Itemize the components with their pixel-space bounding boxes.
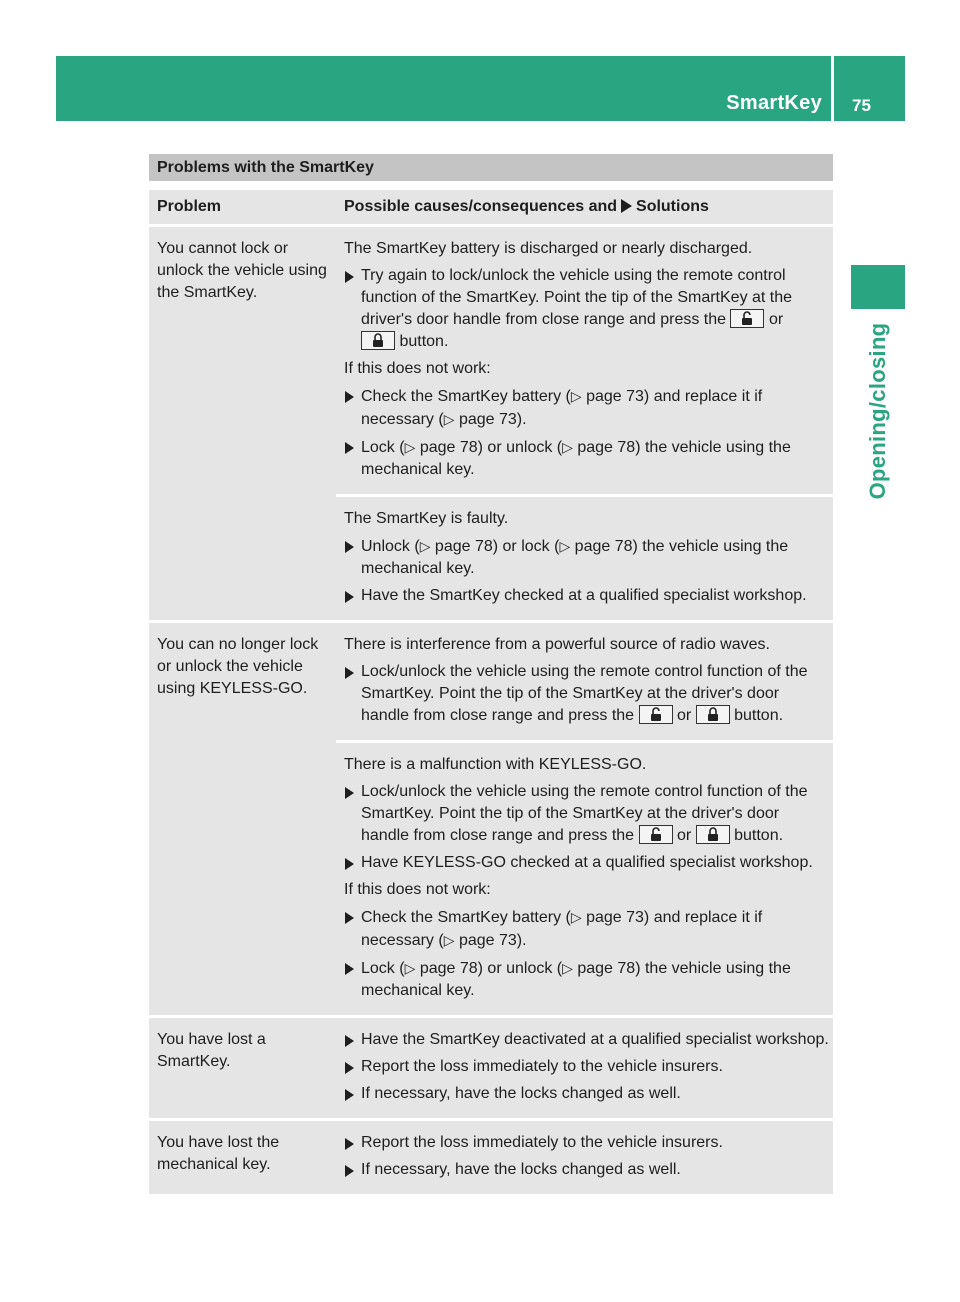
side-tab-marker xyxy=(851,265,905,309)
column-header-solutions-label: Solutions xyxy=(636,198,709,215)
instruction-step: Have the SmartKey deactivated at a qualified specialist workshop. xyxy=(344,1029,829,1051)
cause-text: There is interference from a powerful source of radio waves. xyxy=(344,636,770,653)
page-reference-arrow-icon: ▷ xyxy=(443,411,455,427)
page-reference-arrow-icon: ▷ xyxy=(404,960,416,976)
problem-cell: You have lost a SmartKey. xyxy=(149,1018,336,1118)
table-row xyxy=(149,227,833,620)
problem-cell: You can no longer lock or unlock the vehicle using KEYLESS-GO. xyxy=(149,623,336,1015)
page-reference-arrow-icon: ▷ xyxy=(559,538,571,554)
instruction-step: Lock (▷ page 78) or unlock (▷ page 78) the vehicle using the mechanical key. xyxy=(344,957,829,1002)
lock-button-icon xyxy=(696,825,730,844)
instruction-step: Check the SmartKey battery (▷ page 73) and replace it if necessary (▷ page 73). xyxy=(344,385,829,431)
instruction-step: Have KEYLESS-GO checked at a qualified specialist workshop. xyxy=(344,852,829,874)
page-reference-arrow-icon: ▷ xyxy=(443,932,455,948)
column-header-problem: Problem xyxy=(157,198,222,215)
solutions-cell xyxy=(336,227,833,620)
column-header-causes xyxy=(336,198,833,216)
unlock-button-icon xyxy=(639,825,673,844)
instruction-step: Report the loss immediately to the vehicle insurers. xyxy=(344,1056,829,1078)
lock-button-icon xyxy=(361,331,395,350)
page-number: 75 xyxy=(852,96,871,115)
page-reference-arrow-icon: ▷ xyxy=(562,439,573,455)
table-row xyxy=(149,623,833,1015)
lock-button-icon xyxy=(696,705,730,724)
instruction-step: Unlock (▷ page 78) or lock (▷ page 78) the vehicle using the mechanical key. xyxy=(344,535,829,580)
cause-text: The SmartKey is faulty. xyxy=(344,510,509,527)
solutions-cell xyxy=(336,1121,833,1194)
cause-block xyxy=(336,623,833,740)
instruction-step: If necessary, have the locks changed as well. xyxy=(344,1083,829,1105)
problems-table xyxy=(149,154,833,1194)
header-section-title: SmartKey xyxy=(726,92,822,114)
instruction-step: Lock/unlock the vehicle using the remote control function of the SmartKey. Point the tip of the SmartKey at the driver's door handle from close range and press the or button. xyxy=(344,661,829,727)
unlock-button-icon xyxy=(639,705,673,724)
page-reference-arrow-icon: ▷ xyxy=(570,388,582,404)
note-text: If this does not work: xyxy=(344,360,491,377)
cause-text: The SmartKey battery is discharged or nearly discharged. xyxy=(344,240,753,257)
instruction-step: Lock (▷ page 78) or unlock (▷ page 78) the vehicle using the mechanical key. xyxy=(344,436,829,481)
column-header-causes-label: Possible causes/consequences and xyxy=(344,198,618,215)
instruction-step: Check the SmartKey battery (▷ page 73) and replace it if necessary (▷ page 73). xyxy=(344,906,829,952)
solutions-cell xyxy=(336,1018,833,1118)
page-reference-arrow-icon: ▷ xyxy=(404,439,416,455)
table-title: Problems with the SmartKey xyxy=(149,154,833,181)
unlock-button-icon xyxy=(730,309,764,328)
cause-block xyxy=(336,1018,833,1118)
cause-block xyxy=(336,497,833,620)
cause-block xyxy=(336,1121,833,1194)
instruction-step: Have the SmartKey checked at a qualified specialist workshop. xyxy=(344,585,829,607)
instruction-step: If necessary, have the locks changed as well. xyxy=(344,1159,829,1181)
instruction-step: Lock/unlock the vehicle using the remote control function of the SmartKey. Point the tip of the SmartKey at the driver's door handle from close range and press the or button. xyxy=(344,781,829,847)
note-text: If this does not work: xyxy=(344,881,491,898)
cause-text: There is a malfunction with KEYLESS-GO. xyxy=(344,756,647,773)
header-divider xyxy=(831,56,834,121)
instruction-arrow-icon xyxy=(621,199,632,213)
cause-block xyxy=(336,743,833,1015)
table-row xyxy=(149,1121,833,1194)
table-header-row xyxy=(149,190,833,224)
page-reference-arrow-icon: ▷ xyxy=(562,960,573,976)
problem-cell: You cannot lock or unlock the vehicle using the SmartKey. xyxy=(149,227,336,620)
instruction-step: Try again to lock/unlock the vehicle using the remote control function of the SmartKey. Point the tip of the SmartKey at the driver's door handle from close range and press the or button. xyxy=(344,265,829,353)
page-reference-arrow-icon: ▷ xyxy=(570,909,582,925)
instruction-step: Report the loss immediately to the vehicle insurers. xyxy=(344,1132,829,1154)
cause-block xyxy=(336,227,833,494)
page-reference-arrow-icon: ▷ xyxy=(419,538,431,554)
problem-cell: You have lost the mechanical key. xyxy=(149,1121,336,1194)
solutions-cell xyxy=(336,623,833,1015)
side-tab-label: Opening/closing xyxy=(865,322,890,500)
table-row xyxy=(149,1018,833,1118)
